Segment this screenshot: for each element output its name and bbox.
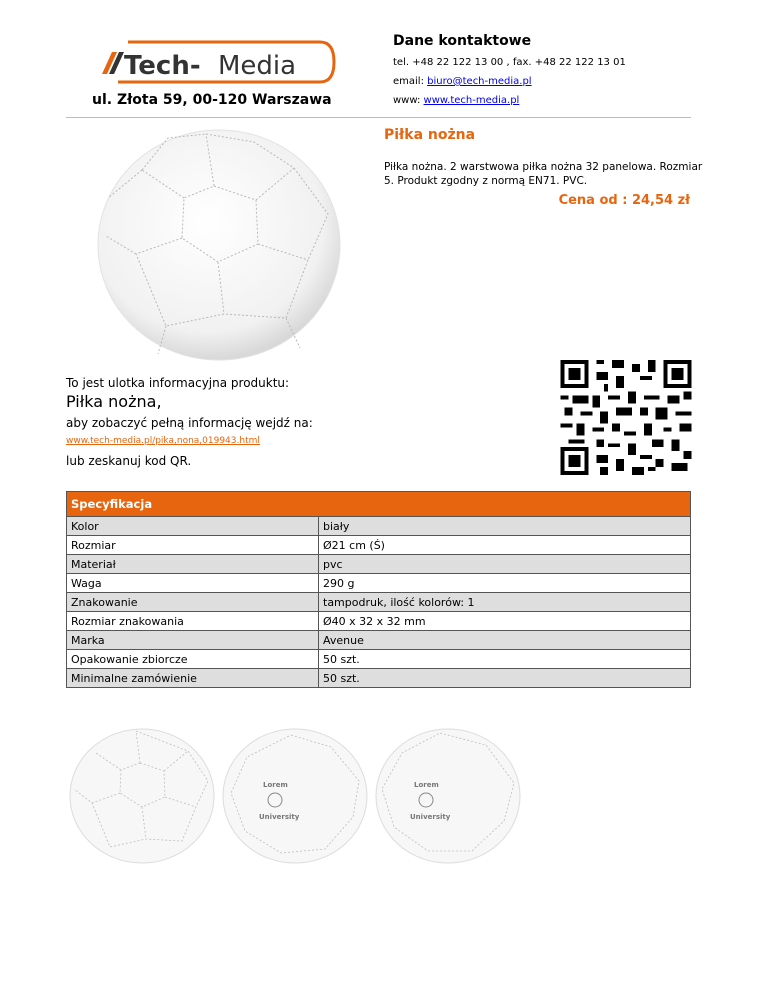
product-description: Piłka nożna. 2 warstwowa piłka nożna 32 panelowa. Rozmiar 5. Produkt zgodny z normą EN71. PVC. (384, 161, 703, 187)
spec-key: Materiał (67, 555, 319, 574)
specification-table (66, 491, 691, 688)
qr-code[interactable] (560, 360, 692, 475)
info-line-3: aby zobaczyć pełną informację wejdź na: (66, 416, 313, 430)
thumbnail-ball-2[interactable] (221, 727, 369, 865)
spec-value: 50 szt. (319, 669, 691, 688)
spec-value: pvc (319, 555, 691, 574)
spec-key: Kolor (67, 517, 319, 536)
spec-header: Specyfikacja (67, 492, 691, 517)
company-address: ul. Złota 59, 00-120 Warszawa (92, 92, 332, 108)
logo-text-tech: Tech- (124, 51, 201, 81)
product-title: Piłka nożna (384, 127, 476, 143)
phone-fax-line: tel. +48 22 122 13 00 , fax. +48 22 122 13 01 (393, 57, 626, 68)
header-divider (66, 117, 691, 118)
email-label: email: (393, 76, 428, 87)
spec-key: Waga (67, 574, 319, 593)
table-row (67, 574, 691, 593)
spec-value: 50 szt. (319, 650, 691, 669)
table-row (67, 650, 691, 669)
spec-key: Znakowanie (67, 593, 319, 612)
spec-value: 290 g (319, 574, 691, 593)
product-image-ball (96, 128, 342, 362)
spec-key: Rozmiar (67, 536, 319, 555)
table-row (67, 631, 691, 650)
spec-key: Rozmiar znakowania (67, 612, 319, 631)
spec-value: Ø21 cm (Ś) (319, 536, 691, 555)
table-row (67, 593, 691, 612)
imprint-text-university: University (410, 813, 451, 821)
table-row (67, 517, 691, 536)
spec-value: biały (319, 517, 691, 536)
product-page-link[interactable]: www.tech-media.pl/pika,nona,019943.html (66, 436, 260, 446)
info-product-name: Piłka nożna, (66, 392, 162, 411)
info-line-1: To jest ulotka informacyjna produktu: (66, 376, 290, 390)
imprint-text-lorem: Lorem (414, 781, 439, 789)
spec-value: Ø40 x 32 x 32 mm (319, 612, 691, 631)
table-row (67, 536, 691, 555)
thumbnail-ball-3[interactable] (374, 727, 522, 865)
info-line-4: lub zeskanuj kod QR. (66, 454, 192, 468)
www-link[interactable]: www.tech-media.pl (423, 95, 520, 106)
spec-key: Marka (67, 631, 319, 650)
table-row (67, 669, 691, 688)
table-row (67, 555, 691, 574)
logo-text-media: Media (218, 51, 297, 81)
spec-value: Avenue (319, 631, 691, 650)
thumbnail-ball-1[interactable] (68, 727, 216, 865)
product-price: Cena od : 24,54 zł (558, 193, 690, 208)
imprint-text-lorem: Lorem (263, 781, 288, 789)
spec-key: Opakowanie zbiorcze (67, 650, 319, 669)
www-label: www: (393, 95, 424, 106)
email-line (393, 76, 532, 87)
tech-media-logo (98, 38, 338, 86)
spec-value: tampodruk, ilość kolorów: 1 (319, 593, 691, 612)
spec-key: Minimalne zamówienie (67, 669, 319, 688)
contact-title: Dane kontaktowe (393, 33, 532, 49)
table-row (67, 612, 691, 631)
email-link[interactable]: biuro@tech-media.pl (427, 76, 532, 87)
imprint-text-university: University (259, 813, 300, 821)
www-line (393, 95, 519, 106)
